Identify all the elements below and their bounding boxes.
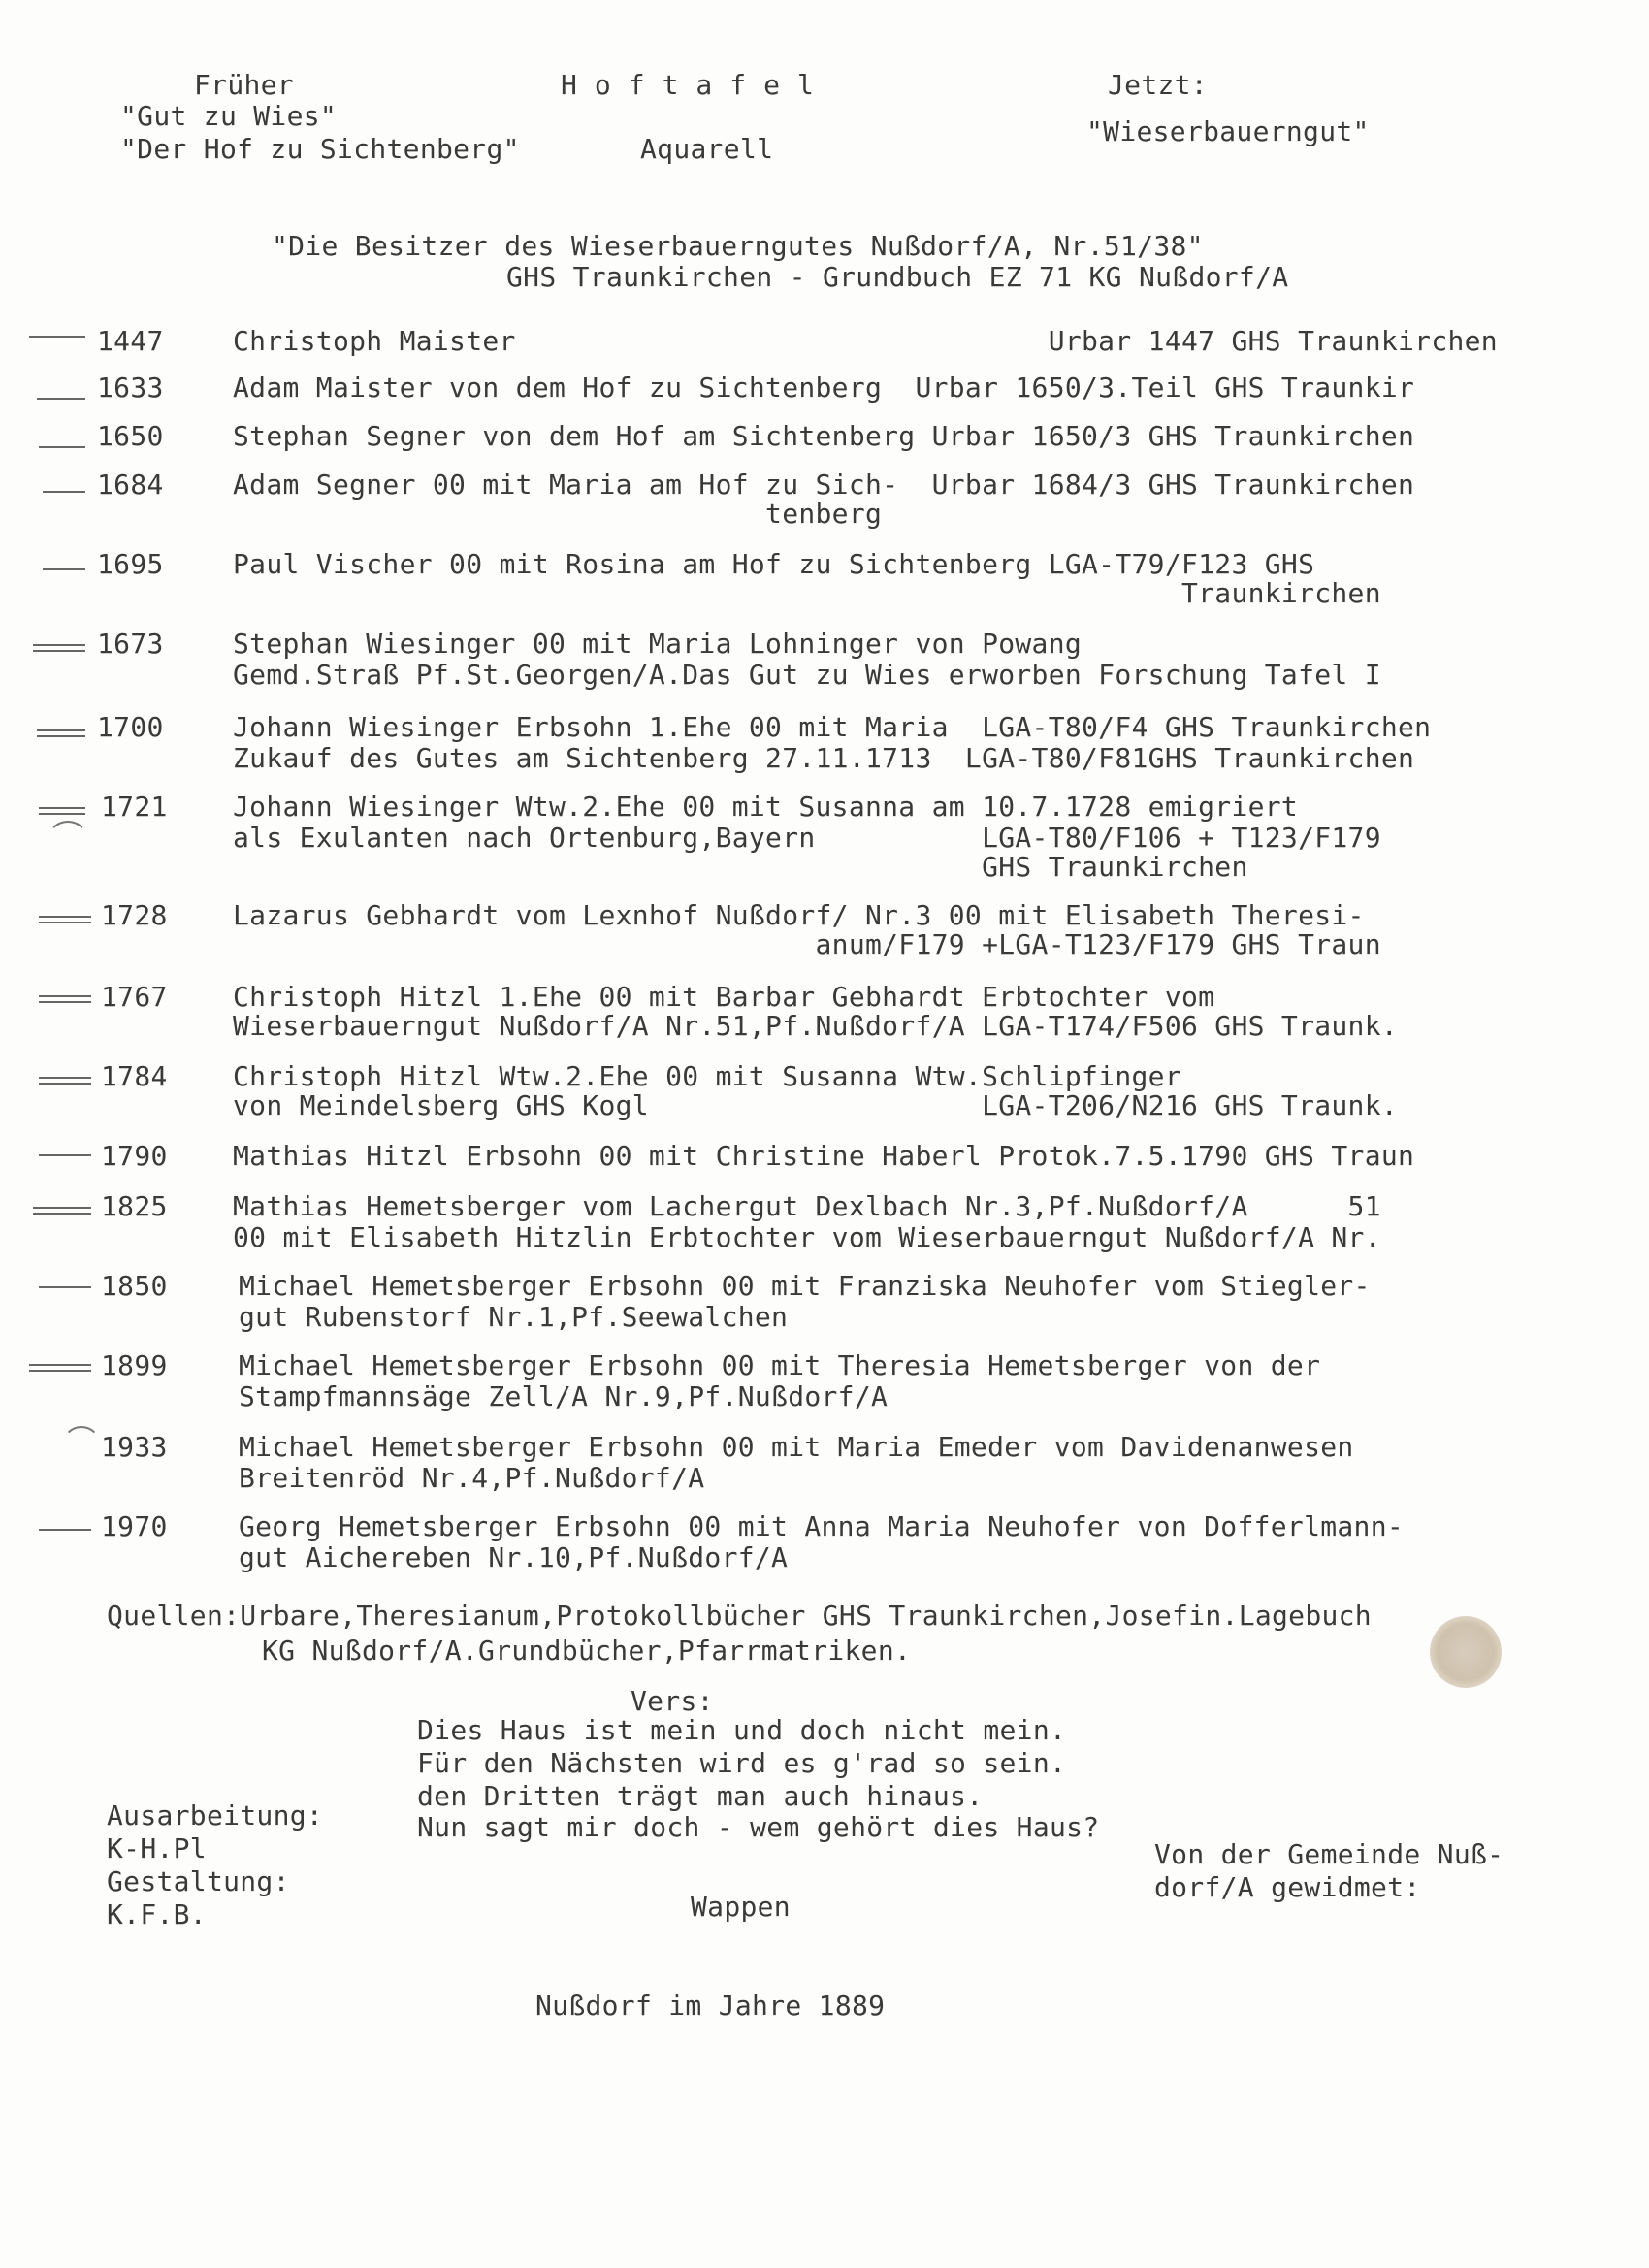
frueher-label: Früher	[194, 69, 294, 101]
entry-year: 1933	[101, 1431, 168, 1463]
margin-curl	[47, 821, 89, 863]
sources-line-1: Quellen:Urbare,Theresianum,Protokollbücher GHS Traunkirchen,Josefin.Lagebuch	[107, 1600, 1372, 1632]
dedication-line-1: Von der Gemeinde Nuß-	[1154, 1838, 1504, 1870]
margin-tick	[43, 491, 85, 493]
entry-year: 1825	[101, 1190, 168, 1222]
entry-text: gut Rubenstorf Nr.1,Pf.Seewalchen	[239, 1301, 789, 1333]
entry-year: 1695	[97, 548, 164, 580]
margin-tick	[39, 446, 85, 448]
entry-text: 00 mit Elisabeth Hitzlin Erbtochter vom Wieserbauerngut Nußdorf/A Nr.	[233, 1221, 1381, 1253]
verse-line: Für den Nächsten wird es g'rad so sein.	[417, 1747, 1067, 1779]
margin-tick	[43, 568, 85, 570]
verse-label: Vers:	[630, 1685, 714, 1717]
entry-text: gut Aichereben Nr.10,Pf.Nußdorf/A	[239, 1541, 789, 1573]
margin-tick	[33, 644, 85, 652]
page-title: Hoftafel	[561, 69, 831, 101]
wappen-label: Wappen	[691, 1891, 791, 1923]
entry-text: Gemd.Straß Pf.St.Georgen/A.Das Gut zu Wies erworben Forschung Tafel I	[233, 659, 1381, 691]
entry-text: Christoph Maister Urbar 1447 GHS Traunkirchen	[233, 325, 1498, 357]
entry-text: von Meindelsberg GHS Kogl LGA-T206/N216 GHS Traunk.	[233, 1089, 1399, 1121]
entry-year: 1650	[97, 420, 164, 452]
margin-curl	[62, 1426, 101, 1465]
entry-text: GHS Traunkirchen	[233, 851, 1248, 883]
entry-text: tenberg	[233, 498, 883, 530]
ausarbeitung-value: K-H.Pl	[107, 1832, 207, 1864]
entry-text: Traunkirchen	[233, 577, 1381, 609]
entry-year: 1784	[101, 1060, 168, 1092]
entry-year: 1447	[97, 325, 164, 357]
margin-tick	[39, 1286, 91, 1288]
entry-year: 1970	[101, 1510, 168, 1542]
entry-text: Christoph Hitzl 1.Ehe 00 mit Barbar Gebhardt Erbtochter vom	[233, 981, 1215, 1013]
entry-text: Mathias Hitzl Erbsohn 00 mit Christine Haberl Protok.7.5.1790 GHS Traun	[233, 1140, 1415, 1172]
entry-text: Johann Wiesinger Wtw.2.Ehe 00 mit Susanna am 10.7.1728 emigriert	[233, 791, 1299, 823]
frueher-line-1: "Gut zu Wies"	[120, 100, 338, 132]
entry-text: Wieserbauerngut Nußdorf/A Nr.51,Pf.Nußdorf/A LGA-T174/F506 GHS Traunk.	[233, 1010, 1399, 1042]
entry-text: Paul Vischer 00 mit Rosina am Hof zu Sichtenberg LGA-T79/F123 GHS	[233, 548, 1315, 580]
margin-tick	[29, 336, 85, 338]
entry-text: Michael Hemetsberger Erbsohn 00 mit Franziska Neuhofer vom Stiegler-	[239, 1270, 1371, 1302]
jetzt-label: Jetzt:	[1108, 69, 1208, 101]
paper-stain	[1430, 1616, 1502, 1688]
margin-tick	[37, 398, 85, 400]
entry-year: 1767	[101, 981, 168, 1013]
entry-text: Adam Maister von dem Hof zu Sichtenberg Urbar 1650/3.Teil GHS Traunkir	[233, 372, 1415, 404]
entry-text: Michael Hemetsberger Erbsohn 00 mit Maria Emeder vom Davidenanwesen	[239, 1431, 1354, 1463]
verse-line: Nun sagt mir doch - wem gehört dies Haus?	[417, 1811, 1100, 1843]
entry-text: anum/F179 +LGA-T123/F179 GHS Traun	[233, 928, 1381, 960]
ausarbeitung-label: Ausarbeitung:	[107, 1799, 324, 1831]
margin-tick	[39, 1529, 91, 1531]
entry-text: Zukauf des Gutes am Sichtenberg 27.11.1713 LGA-T80/F81GHS Traunkirchen	[233, 742, 1415, 774]
entry-year: 1728	[101, 899, 168, 931]
entry-year: 1633	[97, 372, 164, 404]
owners-heading: "Die Besitzer des Wieserbauerngutes Nußdorf/A, Nr.51/38"	[272, 230, 1204, 262]
gestaltung-value: K.F.B.	[107, 1898, 207, 1930]
margin-tick	[39, 1154, 91, 1156]
entry-text: Mathias Hemetsberger vom Lachergut Dexlbach Nr.3,Pf.Nußdorf/A 51	[233, 1190, 1381, 1222]
entry-year: 1850	[101, 1270, 168, 1302]
margin-tick	[29, 1364, 91, 1372]
entry-year: 1684	[97, 469, 164, 501]
entry-text: Adam Segner 00 mit Maria am Hof zu Sich- Urbar 1684/3 GHS Traunkirchen	[233, 469, 1415, 501]
margin-tick	[37, 729, 85, 737]
jetzt-value: "Wieserbauerngut"	[1086, 115, 1370, 147]
entry-text: Michael Hemetsberger Erbsohn 00 mit Theresia Hemetsberger von der	[239, 1349, 1321, 1381]
entry-text: als Exulanten nach Ortenburg,Bayern LGA-T80/F106 + T123/F179	[233, 822, 1381, 854]
entry-text: Stampfmannsäge Zell/A Nr.9,Pf.Nußdorf/A	[239, 1380, 889, 1412]
entry-text: Georg Hemetsberger Erbsohn 00 mit Anna Maria Neuhofer von Dofferlmann-	[239, 1510, 1405, 1542]
entry-year: 1673	[97, 628, 164, 660]
entry-text: Christoph Hitzl Wtw.2.Ehe 00 mit Susanna Wtw.Schlipfinger	[233, 1060, 1181, 1092]
margin-tick	[39, 807, 85, 815]
margin-tick	[33, 1207, 91, 1215]
footer-place-date: Nußdorf im Jahre 1889	[535, 1990, 886, 2022]
sources-line-2: KG Nußdorf/A.Grundbücher,Pfarrmatriken.	[262, 1635, 912, 1667]
entry-year: 1700	[97, 711, 164, 743]
entry-year: 1790	[101, 1140, 168, 1172]
entry-text: Johann Wiesinger Erbsohn 1.Ehe 00 mit Maria LGA-T80/F4 GHS Traunkirchen	[233, 711, 1432, 743]
gestaltung-label: Gestaltung:	[107, 1865, 290, 1897]
entry-text: Lazarus Gebhardt vom Lexnhof Nußdorf/ Nr.3 00 mit Elisabeth Theresi-	[233, 899, 1365, 931]
entry-text: Breitenröd Nr.4,Pf.Nußdorf/A	[239, 1462, 705, 1494]
margin-tick	[39, 1077, 91, 1085]
frueher-line-2: "Der Hof zu Sichtenberg"	[120, 133, 520, 165]
verse-line: den Dritten trägt man auch hinaus.	[417, 1780, 984, 1812]
margin-tick	[39, 995, 91, 1003]
entry-year: 1721	[101, 791, 168, 823]
entry-text: Stephan Wiesinger 00 mit Maria Lohninger von Powang	[233, 628, 1083, 660]
entry-text: Stephan Segner von dem Hof am Sichtenberg Urbar 1650/3 GHS Traunkirchen	[233, 420, 1415, 452]
subtitle-aquarell: Aquarell	[640, 133, 774, 165]
register-heading: GHS Traunkirchen - Grundbuch EZ 71 KG Nußdorf/A	[506, 261, 1289, 293]
margin-tick	[39, 916, 91, 923]
dedication-line-2: dorf/A gewidmet:	[1154, 1871, 1421, 1903]
entry-year: 1899	[101, 1349, 168, 1381]
verse-line: Dies Haus ist mein und doch nicht mein.	[417, 1714, 1067, 1746]
